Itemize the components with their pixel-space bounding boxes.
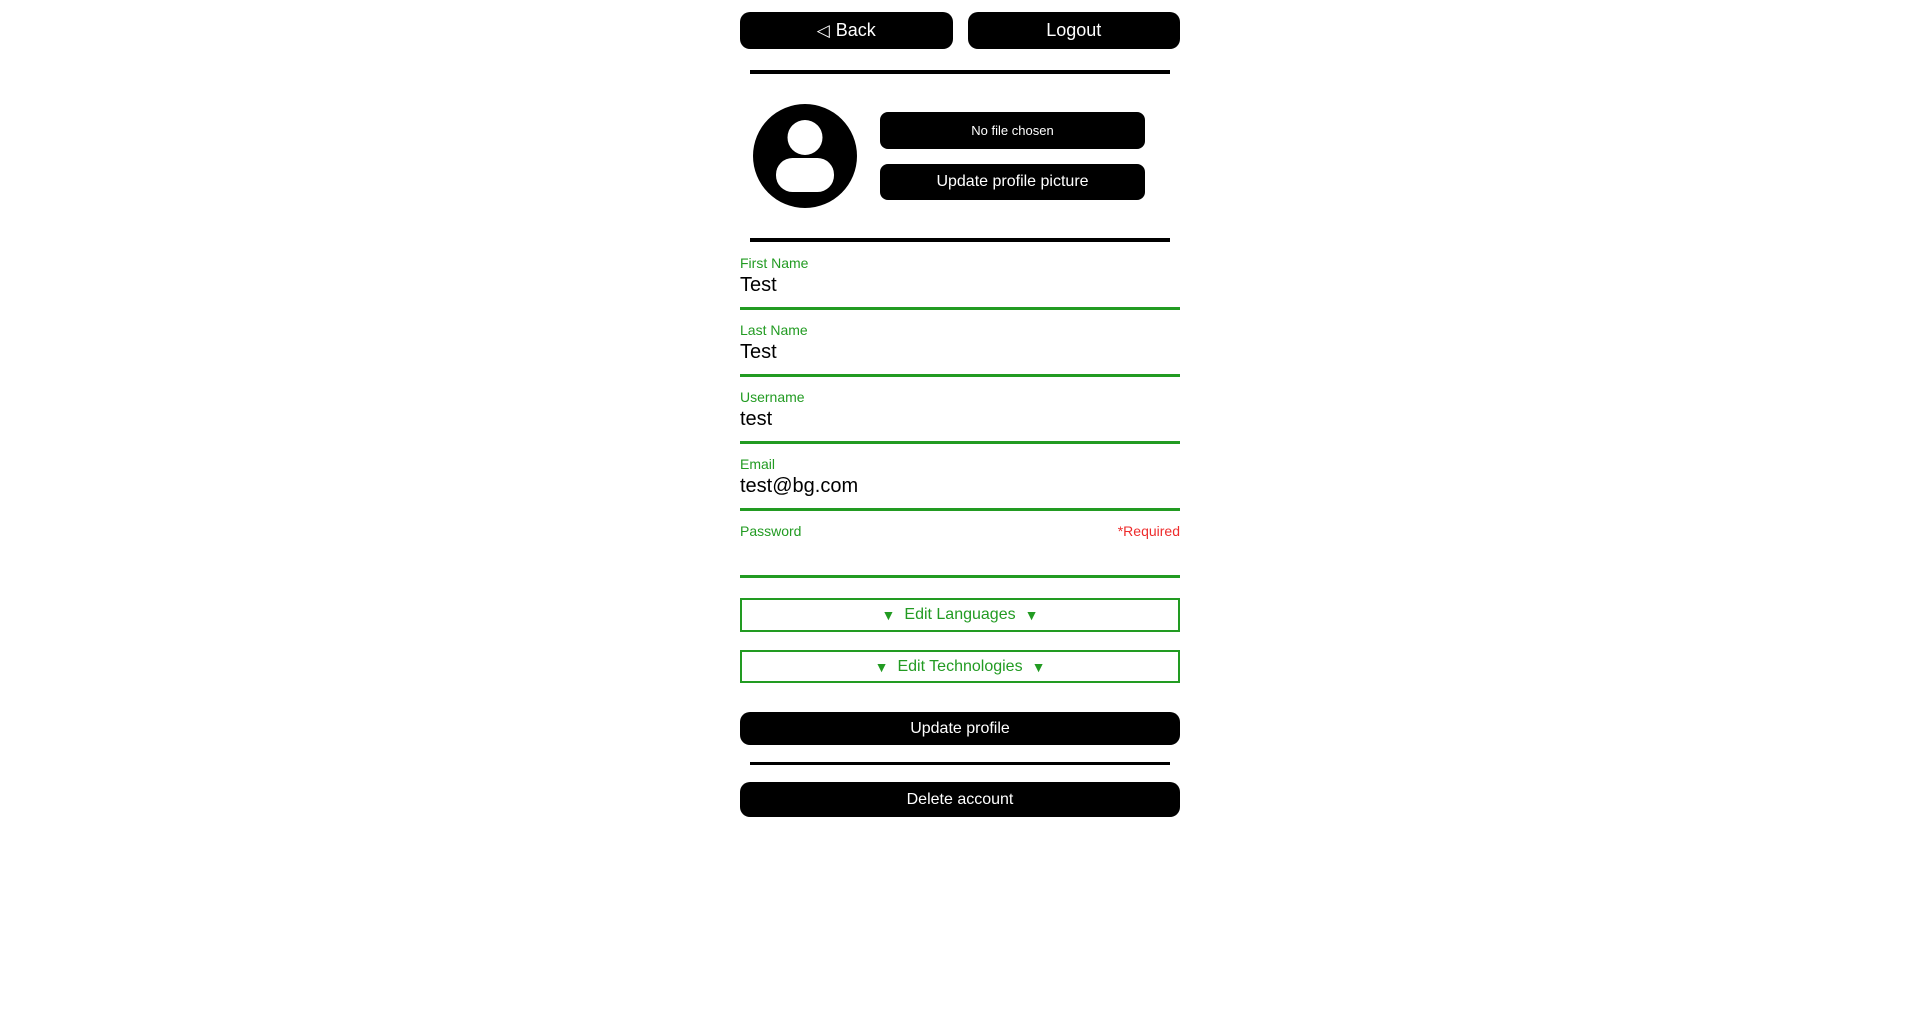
- logout-button[interactable]: [968, 12, 1181, 49]
- divider: [750, 238, 1170, 242]
- username-label: Username: [740, 389, 805, 405]
- email-label: Email: [740, 456, 776, 472]
- caret-down-icon: ▼: [1031, 658, 1046, 675]
- avatar-buttons: [880, 112, 1145, 200]
- password-label: Password: [740, 523, 802, 539]
- password-label-row: [740, 523, 1180, 540]
- edit-languages-label: Edit Languages: [904, 606, 1016, 623]
- update-profile-picture-button[interactable]: [880, 164, 1145, 200]
- username-input[interactable]: [740, 406, 1180, 444]
- edit-technologies-label: Edit Technologies: [897, 657, 1023, 675]
- update-profile-label: Update profile: [910, 719, 1010, 737]
- person-avatar-icon: [753, 104, 857, 208]
- first-name-input[interactable]: [740, 272, 1180, 310]
- file-chooser-button[interactable]: [880, 112, 1145, 149]
- file-chooser-label: No file chosen: [971, 123, 1054, 138]
- caret-down-icon: ▼: [881, 607, 896, 623]
- delete-account-button[interactable]: [740, 782, 1180, 817]
- edit-languages-button[interactable]: [740, 598, 1180, 632]
- delete-account-label: Delete account: [906, 790, 1014, 808]
- back-button-label: Back: [835, 20, 876, 40]
- required-note: *Required: [1117, 523, 1180, 539]
- divider: [750, 762, 1170, 765]
- password-field-group: [740, 523, 1180, 578]
- email-field-group: [740, 456, 1180, 511]
- divider: [750, 70, 1170, 74]
- last-name-input[interactable]: [740, 339, 1180, 377]
- back-button[interactable]: [740, 12, 953, 49]
- first-name-label: First Name: [740, 255, 809, 271]
- edit-technologies-button[interactable]: [740, 650, 1180, 683]
- logout-button-label: Logout: [1046, 20, 1102, 40]
- back-arrow-icon: ◁: [816, 21, 830, 40]
- update-profile-picture-label: Update profile picture: [936, 173, 1089, 190]
- caret-down-icon: ▼: [1024, 607, 1039, 623]
- avatar-section: [740, 104, 1180, 208]
- email-input[interactable]: [740, 473, 1180, 511]
- update-profile-button[interactable]: [740, 712, 1180, 745]
- password-input[interactable]: [740, 540, 1180, 578]
- caret-down-icon: ▼: [874, 658, 889, 675]
- profile-page: [740, 0, 1180, 817]
- last-name-field-group: [740, 322, 1180, 377]
- top-button-row: [740, 12, 1180, 49]
- username-field-group: [740, 389, 1180, 444]
- last-name-label: Last Name: [740, 322, 808, 338]
- first-name-field-group: [740, 255, 1180, 310]
